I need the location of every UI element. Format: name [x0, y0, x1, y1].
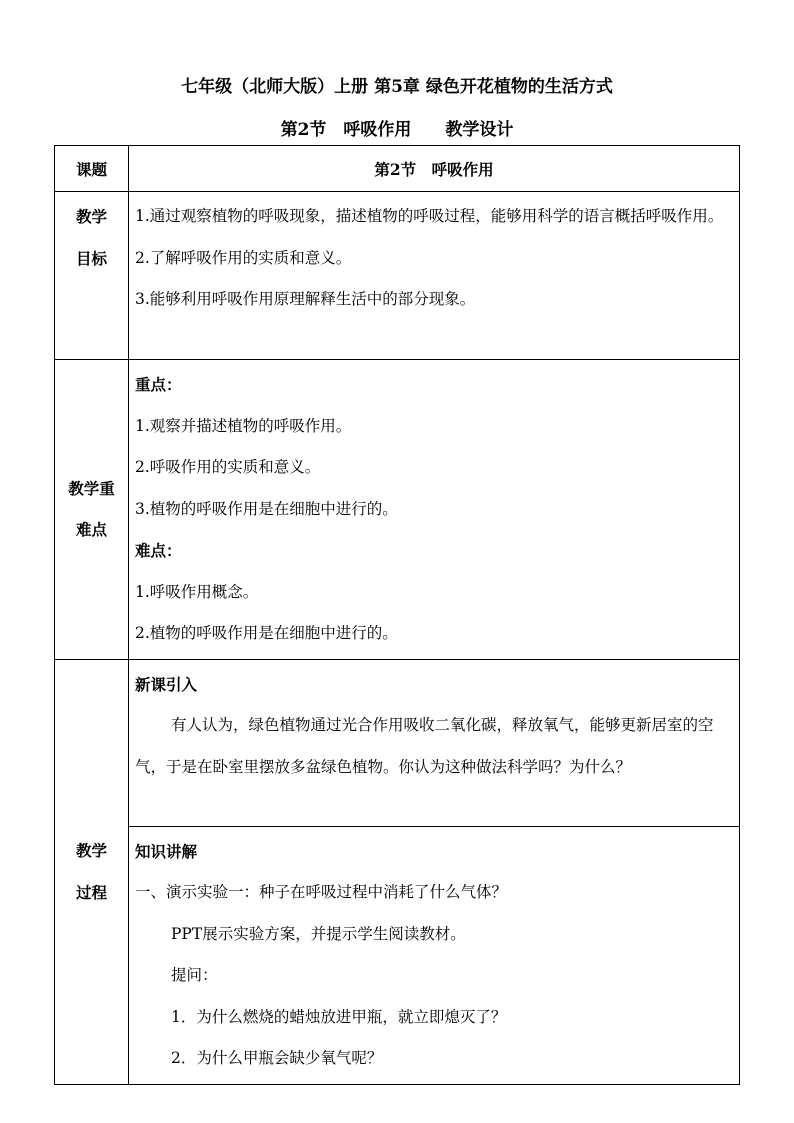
table-row — [55, 192, 740, 360]
question-item: 1．为什么燃烧的蜡烛放进甲瓶，就立即熄灭了？ — [171, 1007, 507, 1026]
key-point-item: 1.观察并描述植物的呼吸作用。 — [135, 416, 352, 435]
question-label: 提问： — [171, 966, 218, 984]
label-process-line1: 教学 — [75, 841, 107, 860]
experiment-ppt-note: PPT展示实验方案，并提示学生阅读教材。 — [171, 924, 466, 943]
difficult-point-item: 2.植物的呼吸作用是在细胞中进行的。 — [135, 624, 398, 642]
objective-item: 1.通过观察植物的呼吸现象，描述植物的呼吸过程，能够用科学的语言概括呼吸作用。 — [135, 207, 724, 225]
topic-value: 第2节 呼吸作用 — [129, 146, 740, 192]
label-objectives-line2: 目标 — [75, 248, 107, 268]
lesson-plan-table — [54, 145, 740, 1085]
intro-paragraph: 有人认为，绿色植物通过光合作用吸收二氧化碳，释放氧气，能够更新居室的空气，于是在卧室里摆放多盆绿色植物。你认为这种做法科学吗？为什么？ — [135, 716, 714, 776]
document-subtitle: 第2节 呼吸作用 教学设计 — [280, 120, 514, 140]
objective-item: 2.了解呼吸作用的实质和意义。 — [135, 248, 352, 267]
table-row — [55, 360, 740, 660]
table-row — [55, 146, 740, 192]
key-points-heading: 重点： — [135, 375, 182, 394]
label-process — [55, 659, 129, 1084]
key-difficult-content — [129, 360, 740, 660]
label-key-line2: 难点 — [75, 520, 107, 540]
intro-section — [129, 659, 740, 826]
label-topic: 课题 — [55, 146, 129, 192]
label-key-line1: 教学重 — [68, 478, 115, 498]
lecture-section — [129, 826, 740, 1084]
table-row — [55, 659, 740, 826]
question-item: 2．为什么甲瓶会缺少氧气呢？ — [171, 1049, 383, 1067]
key-point-item: 2.呼吸作用的实质和意义。 — [135, 458, 321, 476]
label-objectives — [55, 192, 129, 360]
lecture-heading: 知识讲解 — [135, 841, 198, 861]
difficult-points-heading: 难点： — [135, 541, 182, 560]
experiment-title: 一、演示实验一：种子在呼吸过程中消耗了什么气体？ — [135, 883, 508, 901]
intro-heading: 新课引入 — [135, 674, 198, 694]
objective-item: 3.能够利用呼吸作用原理解释生活中的部分现象。 — [135, 290, 476, 308]
key-point-item: 3.植物的呼吸作用是在细胞中进行的。 — [135, 499, 398, 518]
label-process-line2: 过程 — [75, 882, 107, 902]
label-objectives-line1: 教学 — [75, 207, 107, 226]
objectives-content — [129, 192, 740, 360]
document-title: 七年级（北师大版）上册 第5章 绿色开花植物的生活方式 — [181, 77, 613, 97]
difficult-point-item: 1.呼吸作用概念。 — [135, 582, 259, 601]
table-row — [55, 826, 740, 1084]
label-key-difficult — [55, 360, 129, 660]
